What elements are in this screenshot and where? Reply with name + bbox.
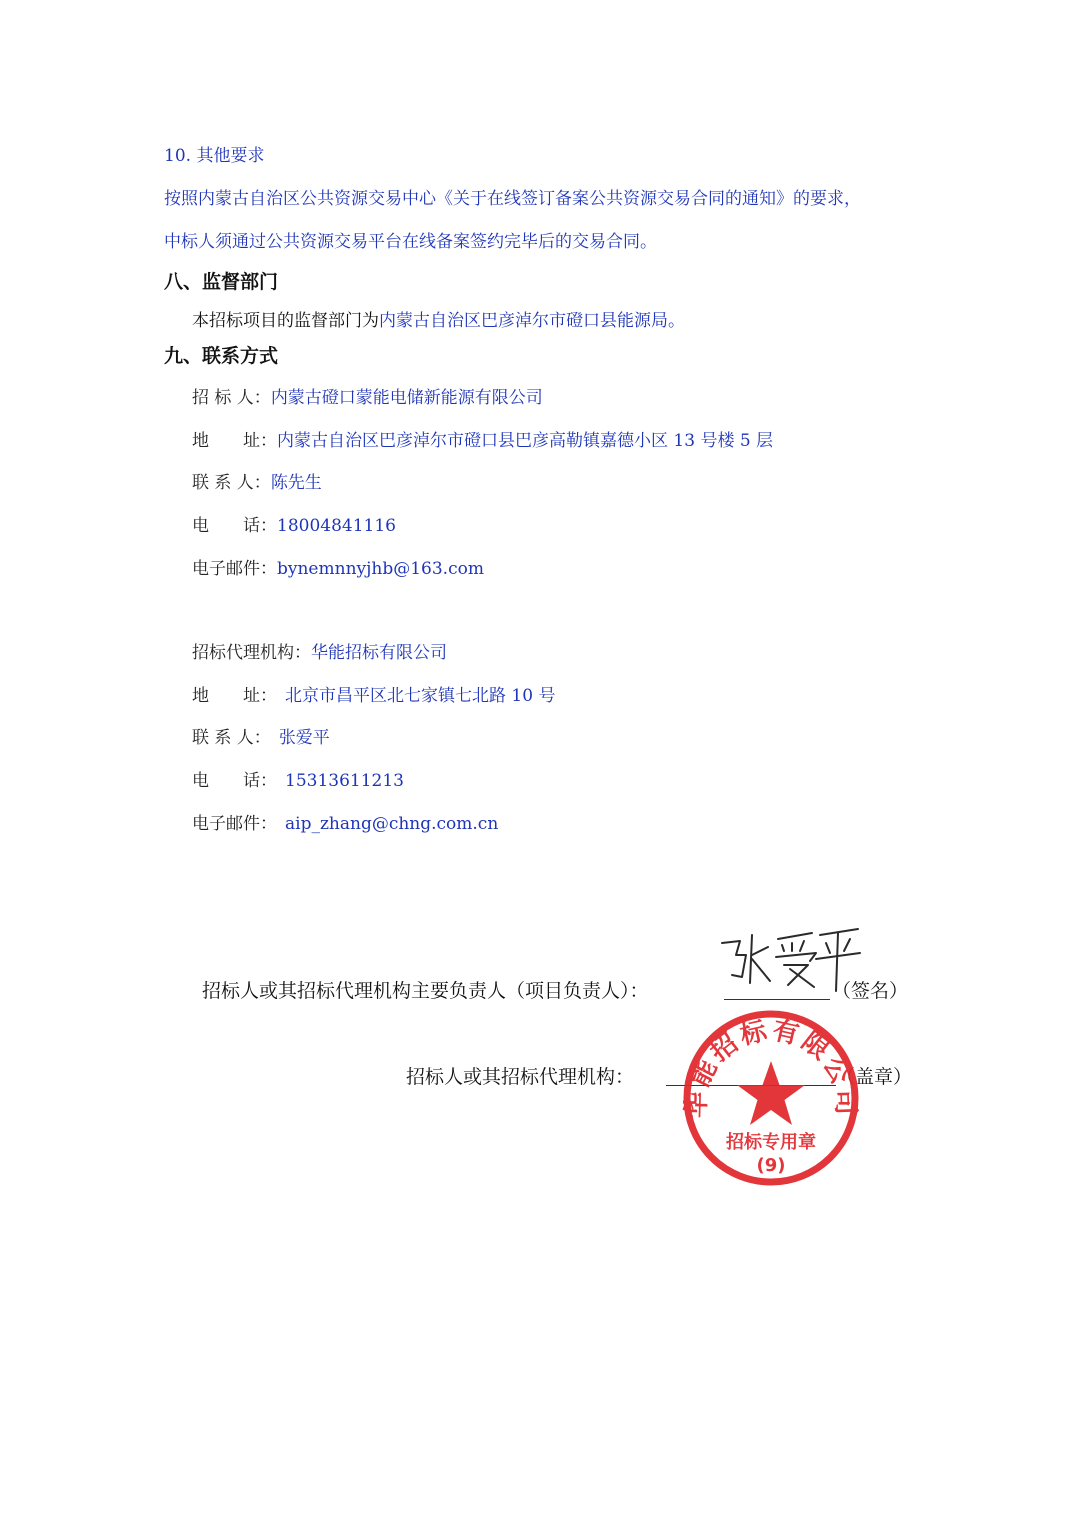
agency-email: aip_zhang@chng.com.cn	[285, 814, 499, 834]
section8-heading: 八、监督部门	[164, 271, 279, 293]
signature-line	[724, 999, 830, 1000]
company-seal	[678, 1005, 864, 1191]
agency-address-label: 地 址：	[192, 686, 277, 706]
agency-contact-row	[192, 723, 330, 748]
agency-contact: 张爱平	[278, 728, 330, 748]
tenderer-phone-label: 电 话：	[192, 516, 277, 536]
tenderer-email-label: 电子邮件：	[192, 559, 277, 579]
agency-address-row	[192, 681, 555, 706]
tenderer-name-label: 招 标 人：	[192, 388, 271, 408]
section10-line1: 按照内蒙古自治区公共资源交易中心《关于在线签订备案公共资源交易合同的通知》的要求，	[164, 189, 861, 209]
tenderer-phone-row	[192, 511, 396, 536]
agency-phone-label: 电 话：	[192, 771, 277, 791]
tenderer-contact-row	[192, 468, 322, 493]
responsible-label: 招标人或其招标代理机构主要负责人（项目负责人）：	[202, 980, 649, 1002]
agency-contact-label: 联 系 人：	[192, 728, 271, 748]
agency-phone: 15313611213	[285, 771, 404, 791]
agency-email-row	[192, 809, 498, 834]
agency-email-label: 电子邮件：	[192, 814, 277, 834]
sign-suffix: （签名）	[832, 980, 909, 1002]
seal-number-text: (9)	[756, 1155, 786, 1176]
tenderer-name: 内蒙古磴口蒙能电储新能源有限公司	[270, 388, 543, 408]
tenderer-address-label: 地 址：	[192, 431, 277, 451]
tenderer-contact: 陈先生	[270, 473, 322, 493]
agency-phone-row	[192, 766, 404, 791]
section10-title: 10. 其他要求	[164, 146, 265, 166]
section8-text	[192, 306, 685, 331]
handwritten-signature	[712, 925, 862, 995]
tenderer-email-row	[192, 554, 484, 579]
agency-name-label: 招标代理机构：	[192, 643, 311, 663]
section10-line2: 中标人须通过公共资源交易平台在线备案签约完毕后的交易合同。	[164, 232, 657, 252]
agency-address: 北京市昌平区北七家镇七北路 10 号	[285, 686, 556, 706]
seal-center-text: 招标专用章	[726, 1132, 816, 1153]
seal-suffix: （盖章）	[836, 1066, 913, 1088]
tenderer-phone: 18004841116	[277, 516, 396, 536]
seal-star-icon	[737, 1061, 805, 1125]
agency-name: 华能招标有限公司	[311, 643, 447, 663]
section8-prefix: 本招标项目的监督部门为	[192, 311, 379, 331]
section8-authority: 内蒙古自治区巴彦淖尔市磴口县能源局。	[379, 311, 685, 331]
agency-name-row	[192, 638, 447, 663]
seal-ring-text: 华能招标有限公司	[681, 1015, 861, 1119]
tenderer-address-row	[192, 426, 773, 451]
org-label: 招标人或其招标代理机构：	[406, 1066, 635, 1088]
tenderer-name-row	[192, 383, 543, 408]
tenderer-contact-label: 联 系 人：	[192, 473, 271, 493]
tenderer-address: 内蒙古自治区巴彦淖尔市磴口县巴彦高勒镇嘉德小区 13 号楼 5 层	[277, 431, 774, 451]
section9-heading: 九、联系方式	[164, 345, 279, 367]
tenderer-email: bynemnnyjhb@163.com	[277, 559, 484, 579]
